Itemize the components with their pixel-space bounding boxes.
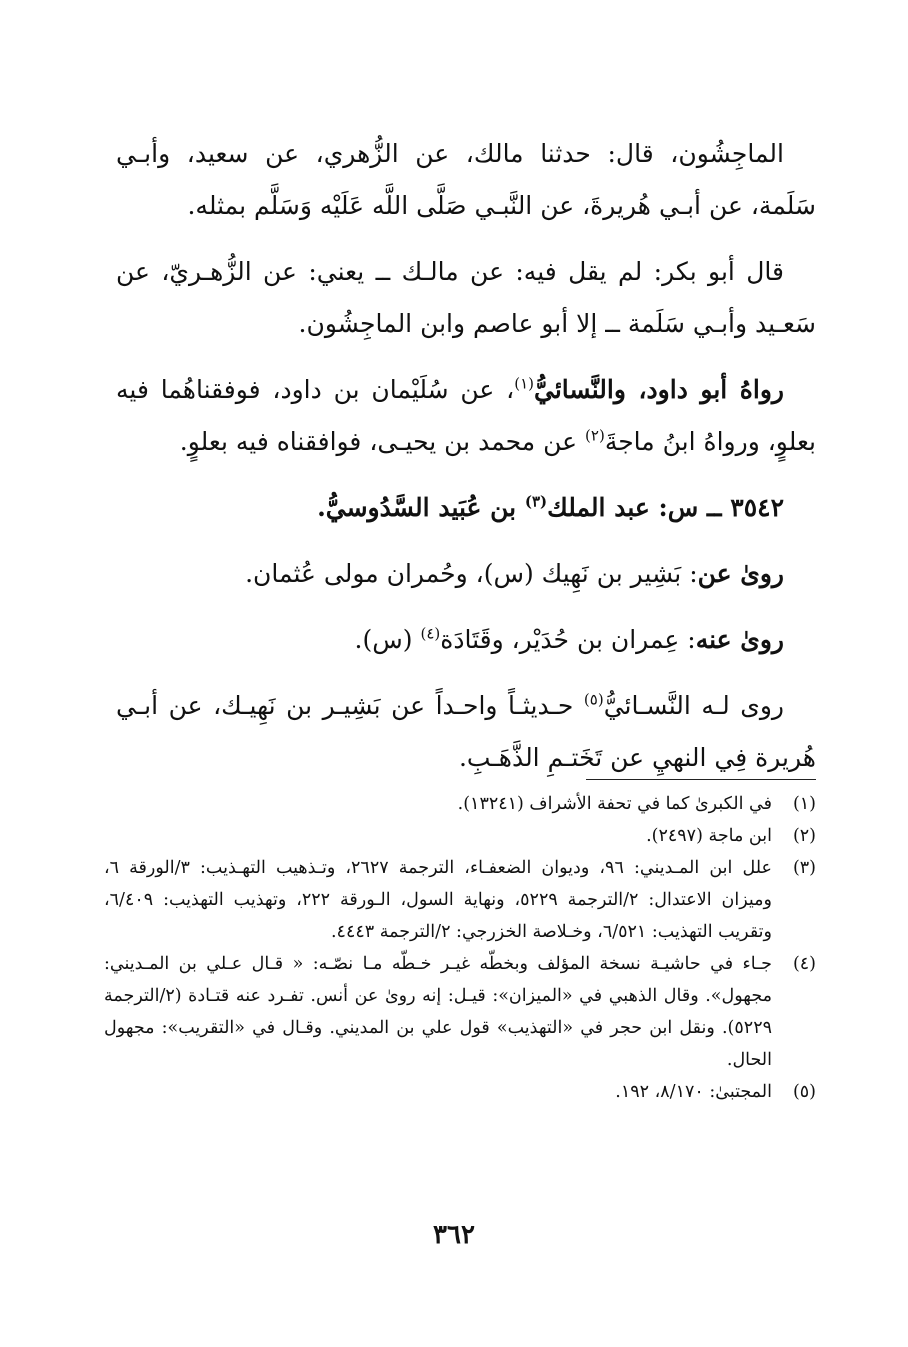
riwayah-text-c: عن محمد بن يحيـى، فوافقناه فيه بعلوٍ.	[179, 427, 586, 456]
nasai-text-a: روى لـه النَّسـائيُّ	[603, 691, 784, 720]
footnote-2	[104, 820, 816, 852]
narrated-from-text: : بَشِير بن نَهِيك (س)، وحُمران مولى عُثمان.	[245, 559, 698, 588]
entry-title-b: بن عُبَيد السَّدُوسيُّ.	[317, 493, 525, 522]
footnote-3	[104, 852, 816, 948]
paragraph-abu-bakr-comment: قال أبو بكر: لم يقل فيه: عن مالـك ــ يعني: عن الزُّهـريّ، عن سَعـيد وأبـي سَلَمة ــ إلا أبو عاصم وابن الماجِشُون.	[116, 257, 816, 338]
narrated-by-text-b: (س).	[354, 625, 421, 654]
main-text-body	[116, 128, 816, 798]
footnote-text: جـاء في حاشيـة نسخة المؤلف وبخطّه غيـر خـطّه مـا نصّـه: « قـال عـلي بن المـديني: مجهول». وقال الذهبي في «الميزان»: قيـل: إنه روىٰ عن أنس. تفـرد عنه قتـادة (٢/الترجمة ٥٢٢٩). ونقل ابن حجر في «التهذيب» قول علي بن المديني. وقـال في «التقريب»: مجهول الحال.	[104, 954, 772, 1070]
footnote-number: (٢)	[792, 826, 816, 846]
footnote-ref-1[interactable]: (١)	[514, 374, 535, 393]
page-number: ٣٦٢	[433, 1220, 475, 1250]
narrated-by-line	[116, 614, 816, 666]
footnote-text: في الكبرىٰ كما في تحفة الأشراف (١٣٢٤١).	[457, 794, 772, 814]
footnote-1	[104, 788, 816, 820]
footnote-number: (١)	[792, 794, 816, 814]
narrated-from-line	[116, 548, 816, 600]
footnote-ref-5[interactable]: (٥)	[583, 690, 604, 709]
footnote-number: (٣)	[792, 858, 816, 878]
paragraph-nasai-hadith	[116, 680, 816, 784]
paragraph-chain-of-narration: الماجِشُون، قال: حدثنا مالك، عن الزُّهري، عن سعيد، وأبـي سَلَمة، عن أبـي هُريرةَ، عن النَّبـي صَلَّى اللَّه عَلَيْه وَسَلَّم بمثله.	[116, 139, 816, 220]
footnote-text: علل ابن المـديني: ٩٦، وديوان الضعفـاء، الترجمة ٢٦٢٧، وتـذهيب التهـذيب: ٣/الورقة ٦، وميزان الاعتدال: ٢/الترجمة ٥٢٢٩، ونهاية السول، الـورقة ٢٢٢، وتهذيب التهذيب: ٦/٤٠٩، وتقريب التهذيب: ٦/٥٢١، وخـلاصة الخزرجي: ٢/الترجمة ٤٤٤٣.	[104, 858, 772, 942]
footnote-divider	[586, 779, 816, 780]
entry-title-a: ٣٥٤٢ ــ س: عبد الملك	[547, 493, 784, 522]
footnote-number: (٤)	[792, 954, 816, 974]
riwayah-text-a: رواهُ أبو داود، والنَّسائيُّ	[534, 375, 784, 404]
narrated-by-text-a: : عِمران بن حُدَيْر، وقَتَادَة	[440, 625, 696, 654]
narrated-from-label: روىٰ عن	[697, 559, 784, 588]
footnote-5	[104, 1076, 816, 1108]
nasai-text-b: حـديثـاً واحـداً عن بَشِيـر بن نَهِيـك، عن أبـي هُريرة فِي النهيِ عن تَخَتـمِ الذَّهَـبِ.	[116, 691, 816, 772]
narrated-by-label: روىٰ عنه	[695, 625, 784, 654]
riwayah-text-b: ، عن سُلَيْمان بن داود، فوفقناهُما فيه بعلوٍ، ورواهُ ابنُ ماجةَ	[116, 375, 816, 456]
footnote-number: (٥)	[792, 1082, 816, 1102]
footnote-ref-3[interactable]: (٣)	[524, 492, 548, 511]
footnote-text: المجتبىٰ: ٨/١٧٠، ١٩٢.	[615, 1082, 772, 1102]
footnote-ref-2[interactable]: (٢)	[585, 426, 605, 445]
footnotes-section	[104, 788, 816, 1108]
paragraph-riwayah	[116, 364, 816, 468]
footnote-ref-4[interactable]: (٤)	[420, 624, 441, 643]
entry-heading	[116, 482, 816, 534]
footnote-text: ابن ماجة (٢٤٩٧).	[646, 826, 772, 846]
footnote-4	[104, 948, 816, 1076]
